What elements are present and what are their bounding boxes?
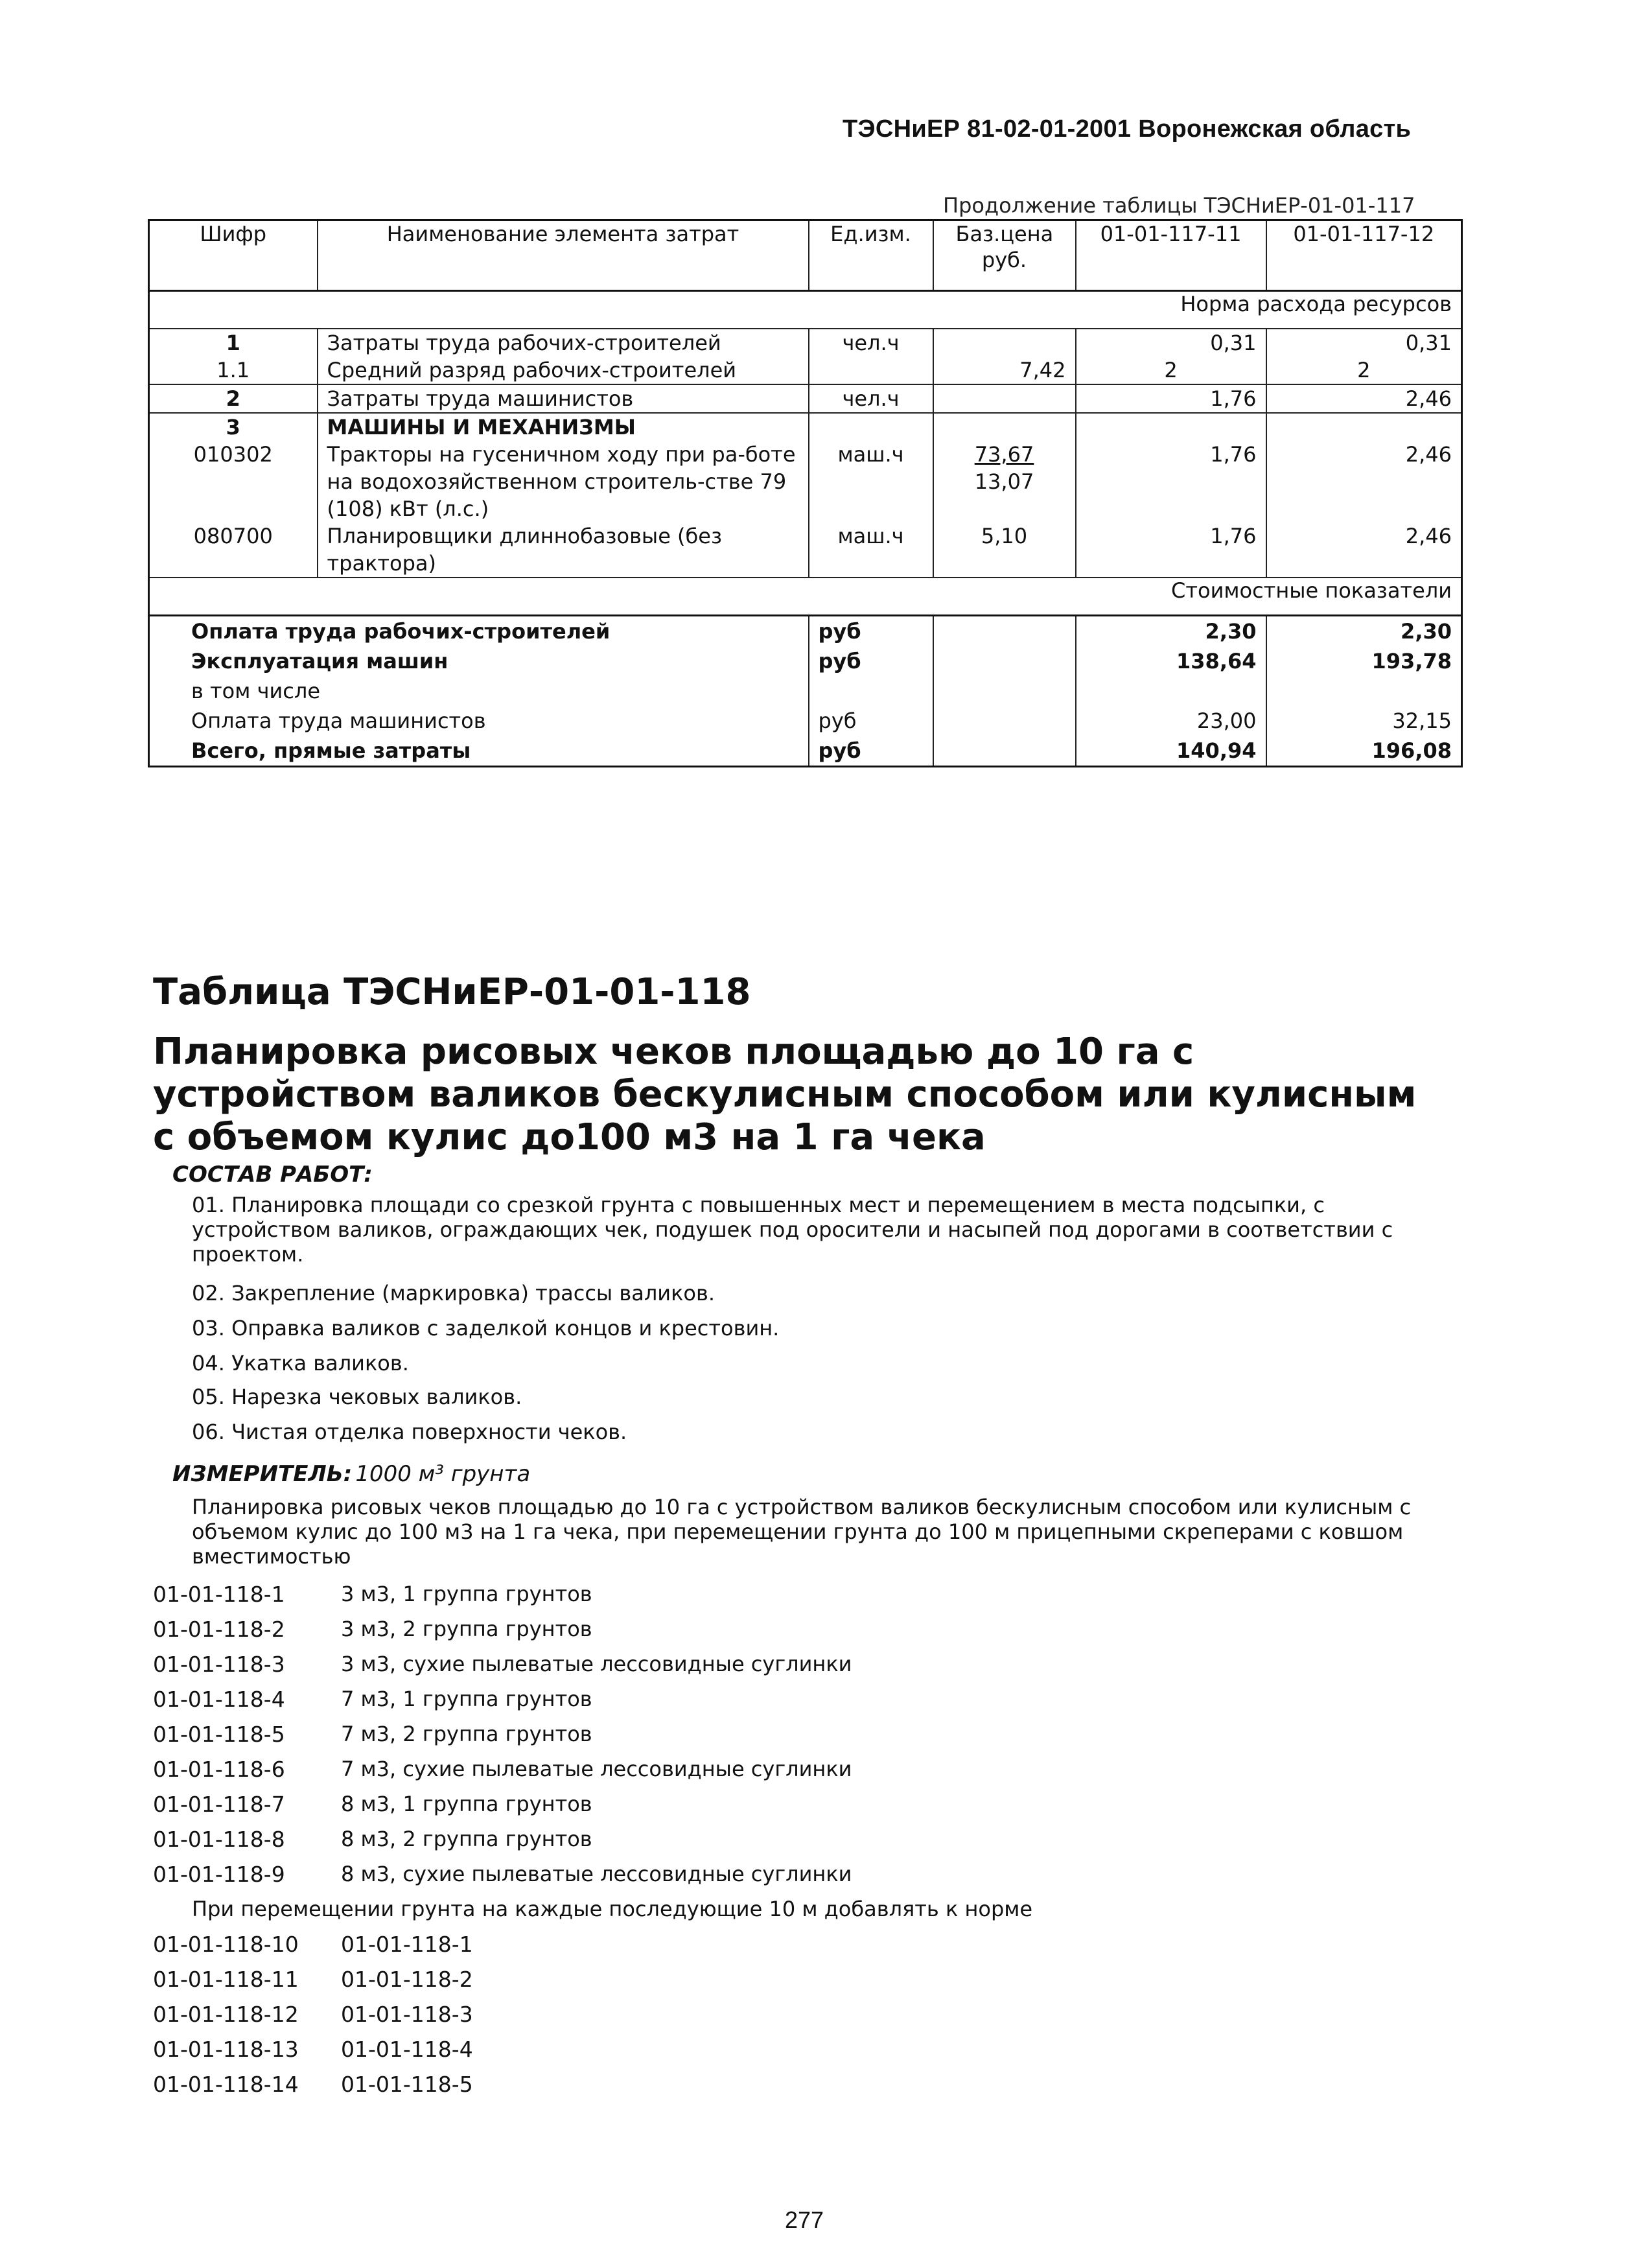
item-code: 01-01-118-11 bbox=[153, 1967, 299, 1992]
row-price bbox=[933, 413, 1076, 441]
column-header-price: Баз.цена руб. bbox=[933, 220, 1076, 291]
item-code: 01-01-118-13 bbox=[153, 2037, 299, 2062]
table-title: Таблица ТЭСНиЕР-01-01-118 bbox=[153, 971, 751, 1013]
item-code: 01-01-118-3 bbox=[153, 1652, 285, 1677]
summary-value-a bbox=[1076, 676, 1266, 706]
item-code: 01-01-118-9 bbox=[153, 1862, 285, 1887]
summary-value-b: 32,15 bbox=[1266, 706, 1462, 736]
page-number: 277 bbox=[785, 2206, 824, 2233]
item-text: 7 м3, 2 группа грунтов bbox=[341, 1722, 592, 1746]
item-code: 01-01-118-4 bbox=[153, 1687, 285, 1712]
row-code: 010302 bbox=[149, 441, 318, 522]
summary-unit bbox=[809, 676, 933, 706]
row-value-a: 1,76 bbox=[1076, 522, 1266, 578]
summary-price bbox=[933, 706, 1076, 736]
row-name: Планировщики длиннобазовые (без трактора) bbox=[318, 522, 809, 578]
section-title: Планировка рисовых чеков площадью до 10 га с устройством валиков бескулисным способом или кулисным с объемом кулис до100 м3 на 1 га чека bbox=[153, 1031, 1417, 1158]
item-code: 01-01-118-10 bbox=[153, 1932, 299, 1957]
summary-name: Всего, прямые затраты bbox=[149, 736, 809, 767]
row-unit bbox=[809, 357, 933, 384]
summary-unit: руб bbox=[809, 616, 933, 647]
row-name: Средний разряд рабочих-строителей bbox=[318, 357, 809, 384]
row-code: 080700 bbox=[149, 522, 318, 578]
summary-price bbox=[933, 616, 1076, 647]
row-unit: чел.ч bbox=[809, 329, 933, 357]
column-header-name: Наименование элемента затрат bbox=[318, 220, 809, 291]
row-price bbox=[933, 384, 1076, 413]
row-unit bbox=[809, 413, 933, 441]
item-text: 01-01-118-2 bbox=[341, 1967, 473, 1992]
summary-row bbox=[149, 676, 1462, 706]
row-value-b: 2 bbox=[1266, 357, 1462, 384]
column-header-unit: Ед.изм. bbox=[809, 220, 933, 291]
summary-price bbox=[933, 676, 1076, 706]
section-description: Планировка рисовых чеков площадью до 10 га с устройством валиков бескулисным способом или кулисным с объемом кулис до 100 м3 на 1 га чека, при перемещении грунта до 100 м прицепными скреперами с ковшом вместимостью bbox=[192, 1495, 1412, 1569]
table-row bbox=[149, 384, 1462, 413]
table-row bbox=[149, 522, 1462, 578]
item-text: 01-01-118-4 bbox=[341, 2037, 473, 2062]
summary-value-a: 23,00 bbox=[1076, 706, 1266, 736]
row-value-a: 0,31 bbox=[1076, 329, 1266, 357]
work-item: 06. Чистая отделка поверхности чеков. bbox=[192, 1420, 627, 1444]
column-header-117-11: 01-01-117-11 bbox=[1076, 220, 1266, 291]
summary-value-a: 2,30 bbox=[1076, 616, 1266, 647]
row-price bbox=[933, 329, 1076, 357]
summary-row bbox=[149, 736, 1462, 767]
work-item: 03. Оправка валиков с заделкой концов и крестовин. bbox=[192, 1316, 780, 1340]
measure-line bbox=[172, 1461, 530, 1487]
price-operator: 13,07 bbox=[974, 469, 1034, 494]
work-item: 02. Закрепление (маркировка) трассы валиков. bbox=[192, 1281, 715, 1305]
price-machine: 73,67 bbox=[974, 442, 1034, 467]
item-text: 3 м3, 1 группа грунтов bbox=[341, 1582, 592, 1606]
summary-price bbox=[933, 646, 1076, 676]
summary-row bbox=[149, 646, 1462, 676]
summary-unit: руб bbox=[809, 646, 933, 676]
item-text: 8 м3, 1 группа грунтов bbox=[341, 1792, 592, 1816]
summary-value-a: 138,64 bbox=[1076, 646, 1266, 676]
summary-unit: руб bbox=[809, 706, 933, 736]
row-name: Тракторы на гусеничном ходу при ра-боте на водохозяйственном строитель-стве 79 (108) кВт (л.с.) bbox=[318, 441, 809, 522]
row-value-b bbox=[1266, 413, 1462, 441]
item-text: 01-01-118-3 bbox=[341, 2002, 473, 2027]
row-value-a: 1,76 bbox=[1076, 441, 1266, 522]
item-code: 01-01-118-7 bbox=[153, 1792, 285, 1817]
measure-value: 1000 м³ грунта bbox=[355, 1461, 531, 1487]
item-code: 01-01-118-8 bbox=[153, 1827, 285, 1852]
section-label-norms: Норма расхода ресурсов bbox=[149, 291, 1462, 329]
work-item: 05. Нарезка чековых валиков. bbox=[192, 1385, 522, 1409]
section-label-costs: Стоимостные показатели bbox=[149, 578, 1462, 616]
summary-name: Эксплуатация машин bbox=[149, 646, 809, 676]
row-code: 3 bbox=[149, 413, 318, 441]
row-unit: маш.ч bbox=[809, 441, 933, 522]
section-row-norms bbox=[149, 291, 1462, 329]
item-text: 3 м3, сухие пылеватые лессовидные суглинки bbox=[341, 1652, 852, 1676]
summary-value-b: 196,08 bbox=[1266, 736, 1462, 767]
item-text: 3 м3, 2 группа грунтов bbox=[341, 1617, 592, 1641]
item-code: 01-01-118-6 bbox=[153, 1757, 285, 1782]
row-code: 2 bbox=[149, 384, 318, 413]
summary-row bbox=[149, 706, 1462, 736]
row-price bbox=[933, 441, 1076, 522]
item-code: 01-01-118-2 bbox=[153, 1617, 285, 1642]
summary-price bbox=[933, 736, 1076, 767]
item-text: 7 м3, сухие пылеватые лессовидные суглинки bbox=[341, 1757, 852, 1781]
summary-row bbox=[149, 616, 1462, 647]
item-code: 01-01-118-1 bbox=[153, 1582, 285, 1607]
row-value-a: 2 bbox=[1076, 357, 1266, 384]
row-price: 7,42 bbox=[933, 357, 1076, 384]
item-text: 01-01-118-1 bbox=[341, 1932, 473, 1957]
row-code: 1.1 bbox=[149, 357, 318, 384]
row-name: Затраты труда машинистов bbox=[318, 384, 809, 413]
section-row-costs bbox=[149, 578, 1462, 616]
column-header-117-12: 01-01-117-12 bbox=[1266, 220, 1462, 291]
summary-name: в том числе bbox=[149, 676, 809, 706]
item-text: 7 м3, 1 группа грунтов bbox=[341, 1687, 592, 1711]
table-row bbox=[149, 357, 1462, 384]
work-item: 01. Планировка площади со срезкой грунта с повышенных мест и перемещением в места подсыпки, с устройством валиков, ограждающих чек, подушек под оросители и насыпей под дорогами в соответствии с проектом. bbox=[192, 1193, 1393, 1267]
item-text: 01-01-118-5 bbox=[341, 2072, 473, 2097]
addition-note: При перемещении грунта на каждые последующие 10 м добавлять к норме bbox=[192, 1897, 1033, 1921]
row-value-b: 2,46 bbox=[1266, 522, 1462, 578]
summary-unit: руб bbox=[809, 736, 933, 767]
table-row bbox=[149, 441, 1462, 522]
item-code: 01-01-118-14 bbox=[153, 2072, 299, 2097]
item-code: 01-01-118-12 bbox=[153, 2002, 299, 2027]
row-code: 1 bbox=[149, 329, 318, 357]
row-unit: чел.ч bbox=[809, 384, 933, 413]
item-code: 01-01-118-5 bbox=[153, 1722, 285, 1747]
row-value-a: 1,76 bbox=[1076, 384, 1266, 413]
table-row bbox=[149, 329, 1462, 357]
row-value-b: 0,31 bbox=[1266, 329, 1462, 357]
summary-value-b bbox=[1266, 676, 1462, 706]
row-value-b: 2,46 bbox=[1266, 441, 1462, 522]
row-value-a bbox=[1076, 413, 1266, 441]
column-header-code: Шифр bbox=[149, 220, 318, 291]
work-item: 04. Укатка валиков. bbox=[192, 1351, 409, 1375]
row-price: 5,10 bbox=[933, 522, 1076, 578]
item-text: 8 м3, 2 группа грунтов bbox=[341, 1827, 592, 1851]
row-name: Затраты труда рабочих-строителей bbox=[318, 329, 809, 357]
summary-name: Оплата труда рабочих-строителей bbox=[149, 616, 809, 647]
row-unit: маш.ч bbox=[809, 522, 933, 578]
item-text: 8 м3, сухие пылеватые лессовидные суглинки bbox=[341, 1862, 852, 1886]
summary-value-b: 193,78 bbox=[1266, 646, 1462, 676]
row-value-b: 2,46 bbox=[1266, 384, 1462, 413]
summary-value-b: 2,30 bbox=[1266, 616, 1462, 647]
table-header-row bbox=[149, 220, 1462, 291]
measure-label: ИЗМЕРИТЕЛЬ: bbox=[172, 1461, 353, 1487]
document-header: ТЭСНиЕР 81-02-01-2001 Воронежская область bbox=[843, 115, 1412, 143]
summary-name: Оплата труда машинистов bbox=[149, 706, 809, 736]
table-row bbox=[149, 413, 1462, 441]
row-name: МАШИНЫ И МЕХАНИЗМЫ bbox=[318, 413, 809, 441]
summary-value-a: 140,94 bbox=[1076, 736, 1266, 767]
work-composition-label: СОСТАВ РАБОТ: bbox=[172, 1162, 373, 1188]
table-continuation-caption: Продолжение таблицы ТЭСНиЕР-01-01-117 bbox=[943, 193, 1415, 218]
resource-norms-table bbox=[148, 219, 1463, 767]
